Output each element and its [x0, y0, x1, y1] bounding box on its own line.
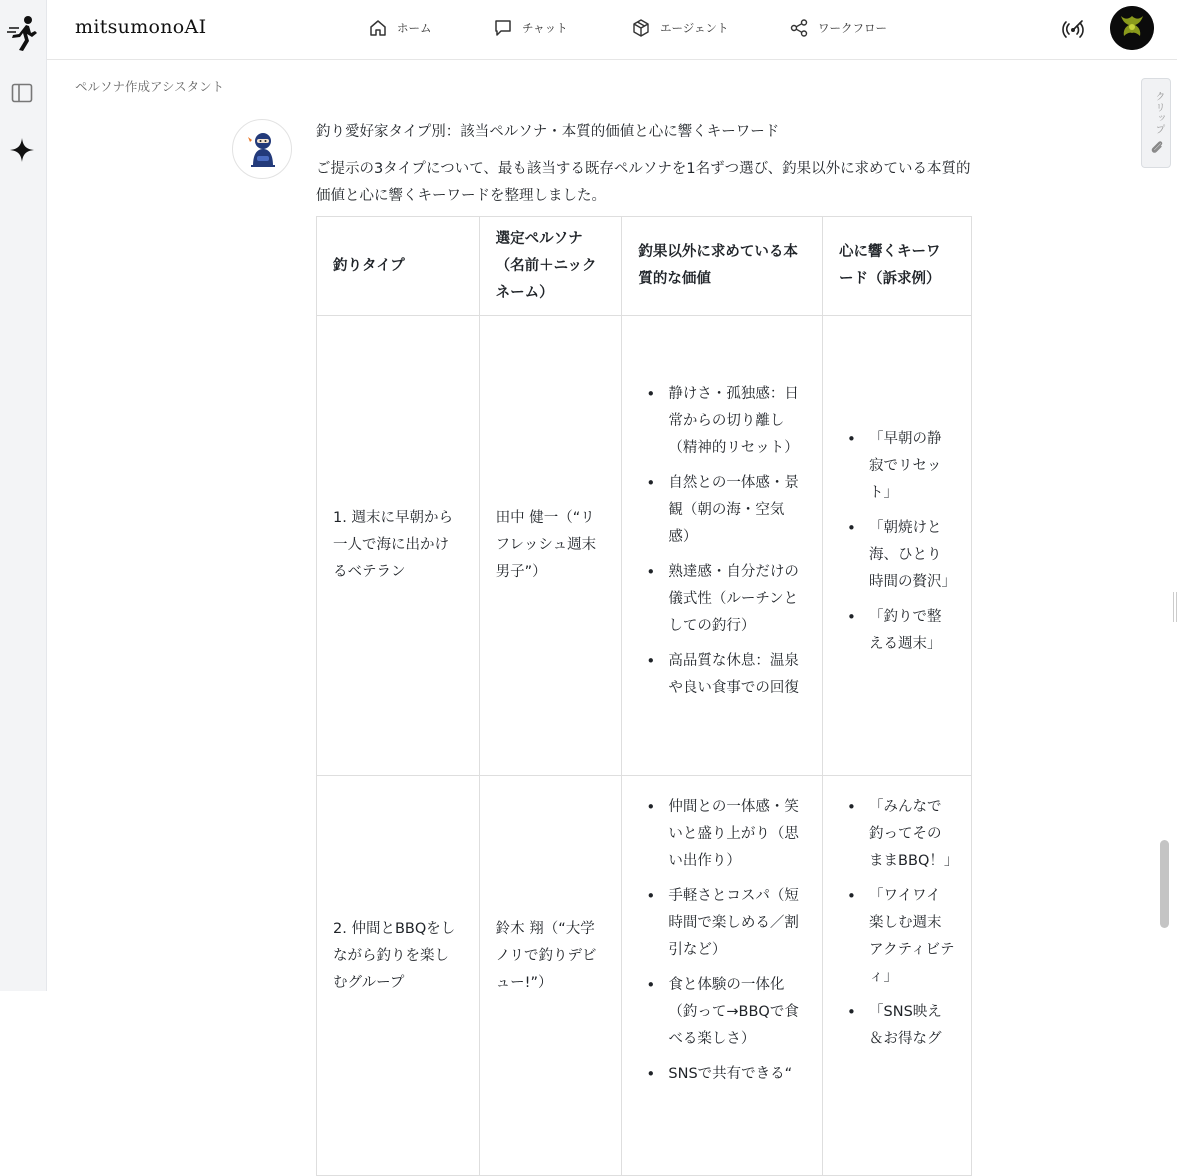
ninja-icon: [247, 132, 279, 168]
list-item: • 「SNS映え＆お得なグ: [839, 999, 955, 1053]
sparkle-icon[interactable]: [9, 137, 35, 163]
persona-table: [316, 216, 972, 1176]
resize-handle[interactable]: [1173, 592, 1177, 622]
clip-tab-label: クリップ: [1153, 91, 1164, 135]
brand-title[interactable]: mitsumonoAI: [75, 16, 207, 38]
assistant-message: [316, 121, 976, 210]
broadcast-icon[interactable]: [1062, 17, 1086, 41]
cell-persona: 鈴木 翔（“大学ノリで釣りデビュー!”）: [479, 776, 622, 1176]
share-icon: [789, 18, 809, 38]
assistant-avatar: [232, 119, 292, 179]
cell-fishing-type: 1. 週末に早朝から一人で海に出かけるベテラン: [317, 316, 480, 776]
list-item: • 「ワイワイ楽しむ週末アクティビティ」: [839, 883, 955, 991]
top-bar: [47, 0, 1177, 60]
list-item: • 「みんなで釣ってそのままBBQ！」: [839, 794, 955, 875]
header-values: 釣果以外に求めている本質的な価値: [622, 217, 823, 316]
breadcrumb: ペルソナ作成アシスタント: [75, 79, 225, 94]
cube-icon: [631, 18, 651, 38]
runner-logo-icon[interactable]: [7, 14, 39, 52]
cell-values: [622, 776, 823, 1176]
list-item: • 食と体験の一体化（釣って→BBQで食べる楽しさ）: [638, 972, 806, 1053]
list-item: • 「釣りで整える週末」: [839, 604, 955, 658]
list-item: • 「早朝の静寂でリセット」: [839, 426, 955, 507]
header-fishing-type: 釣りタイプ: [317, 217, 480, 316]
nav-chat-label: チャット: [522, 21, 568, 35]
table-row: [317, 776, 972, 1176]
home-icon: [368, 18, 388, 38]
nav-home-label: ホーム: [397, 21, 432, 35]
list-item: • 自然との一体感・景観（朝の海・空気感）: [638, 470, 806, 551]
nav-workflow[interactable]: [789, 18, 887, 38]
list-item: • 高品質な休息：温泉や良い食事での回復: [638, 648, 806, 702]
header-keywords: 心に響くキーワード（訴求例）: [823, 217, 972, 316]
list-item: • SNSで共有できる“: [638, 1061, 806, 1088]
cell-fishing-type: 2. 仲間とBBQをしながら釣りを楽しむグループ: [317, 776, 480, 1176]
scrollbar-thumb[interactable]: [1160, 840, 1169, 928]
header-persona: 選定ペルソナ（名前＋ニックネーム）: [479, 217, 622, 316]
nav-workflow-label: ワークフロー: [818, 21, 887, 35]
message-title: 釣り愛好家タイプ別：該当ペルソナ・本質的価値と心に響くキーワード: [316, 124, 780, 140]
chat-icon: [493, 18, 513, 38]
cell-persona: 田中 健一（“リフレッシュ週末男子”）: [479, 316, 622, 776]
sidebar-toggle-icon[interactable]: [11, 82, 33, 104]
message-intro: ご提示の3タイプについて、最も該当する既存ペルソナを1名ずつ選び、釣果以外に求めている本質的価値と心に響くキーワードを整理しました。: [316, 161, 971, 204]
list-item: • 手軽さとコスパ（短時間で楽しめる／割引など）: [638, 883, 806, 964]
table-row: [317, 316, 972, 776]
cell-keywords: [823, 776, 972, 1176]
nav-chat[interactable]: [493, 18, 568, 38]
nav-home[interactable]: [368, 18, 432, 38]
list-item: • 「朝焼けと海、ひとり時間の贅沢」: [839, 515, 955, 596]
user-avatar[interactable]: [1110, 6, 1154, 50]
nav-agent[interactable]: [631, 18, 729, 38]
cell-keywords: [823, 316, 972, 776]
table-header-row: [317, 217, 972, 316]
list-item: • 静けさ・孤独感：日常からの切り離し（精神的リセット）: [638, 381, 806, 462]
list-item: • 仲間との一体感・笑いと盛り上がり（思い出作り）: [638, 794, 806, 875]
nav-agent-label: エージェント: [660, 21, 729, 35]
left-rail: [0, 0, 47, 991]
list-item: • 熟達感・自分だけの儀式性（ルーチンとしての釣行）: [638, 559, 806, 640]
cell-values: [622, 316, 823, 776]
